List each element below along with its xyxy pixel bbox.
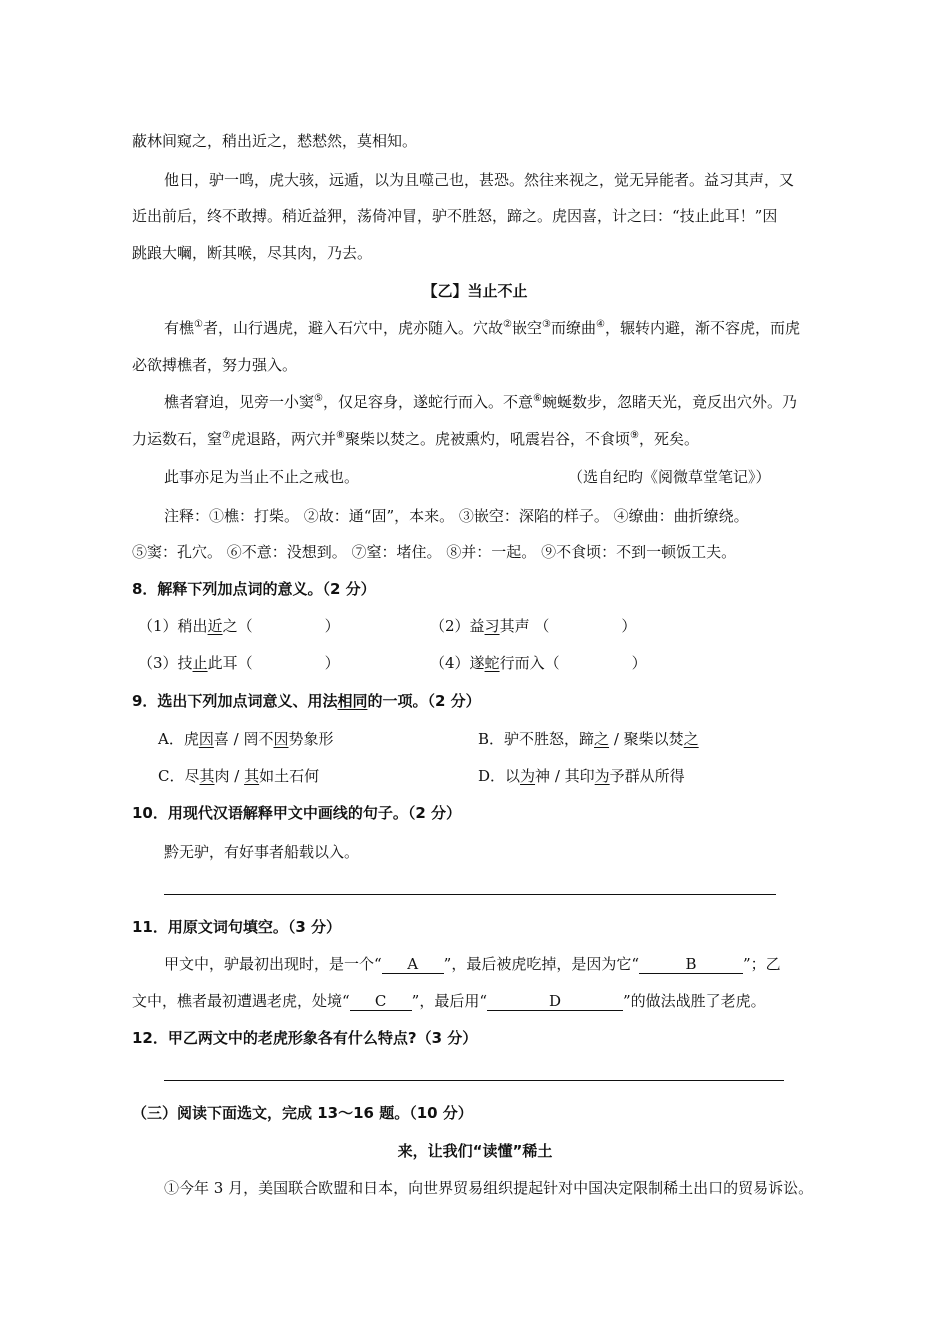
note-marker: ⑦ <box>222 430 231 441</box>
question-8-item-2: （2）益习其声 （ ） <box>430 617 637 635</box>
note-marker: ④ <box>595 319 605 330</box>
section-3-paragraph-1: ①今年 3 月，美国联合欧盟和日本，向世界贸易组织提起针对中国决定限制稀土出口的贸易诉讼。 <box>164 1179 814 1197</box>
section-3-title: 来，让我们“读懂”稀土 <box>397 1142 553 1160</box>
question-8-item-4: （4）遂蛇行而入（ ） <box>430 654 647 672</box>
question-9-option-d: D．以为神 / 其印为予群从所得 <box>478 767 685 785</box>
yi-paragraph-3: 此事亦足为当止不止之戒也。 <box>164 468 360 486</box>
yi-paragraph-1-line-1: 有樵①者，山行遇虎，避入石穴中，虎亦随入。穴故②嵌空③而缭曲④，辗转内避，渐不容虎，而虎 <box>164 319 800 337</box>
question-9-option-b: B．驴不胜怒，蹄之 / 聚柴以焚之 <box>478 730 699 748</box>
yi-source: （选自纪昀《阅微草堂笔记》） <box>568 468 771 486</box>
question-9-option-a: A．虎因喜 / 罔不因势象形 <box>158 730 334 748</box>
jia-paragraph-1-line-3: 跳踉大㘎，断其喉，尽其肉，乃去。 <box>132 244 373 262</box>
question-12-answer-line <box>164 1080 784 1081</box>
question-10-stem: 10．用现代汉语解释甲文中画线的句子。（2 分） <box>132 804 462 822</box>
jia-paragraph-0: 蔽林间窥之，稍出近之，慭慭然，莫相知。 <box>132 132 418 150</box>
question-10-sentence: 黔无驴，有好事者船载以入。 <box>164 843 360 861</box>
note-marker: ⑧ <box>336 430 345 441</box>
blank-d: D <box>487 992 623 1011</box>
question-10-answer-line <box>164 894 776 895</box>
question-12-stem: 12．甲乙两文中的老虎形象各有什么特点?（3 分） <box>132 1029 478 1047</box>
jia-paragraph-1-line-2: 近出前后，终不敢搏。稍近益狎，荡倚冲冒，驴不胜怒，蹄之。虎因喜，计之曰：“技止此耳！”因 <box>132 207 778 225</box>
notes-line-2: ⑤窦：孔穴。 ⑥不意：没想到。 ⑦窒：堵住。 ⑧并：一起。 ⑨不食顷：不到一顿饭工夫。 <box>132 543 737 561</box>
question-9-option-c: C．尽其肉 / 其如土石何 <box>158 767 320 785</box>
jia-paragraph-1-line-1: 他日，驴一鸣，虎大骇，远遁，以为且噬己也，甚恐。然往来视之，觉无异能者。益习其声，又 <box>164 171 795 189</box>
note-marker: ② <box>503 319 512 330</box>
blank-b: B <box>639 955 743 974</box>
yi-paragraph-2-line-2: 力运数石，窒⑦虎退路，两穴并⑧聚柴以焚之。虎被熏灼，吼震岩谷，不食顷⑨，死矣。 <box>132 430 699 448</box>
question-11-line-2: 文中，樵者最初遭遇老虎，处境“ C ”，最后用“ D ”的做法战胜了老虎。 <box>132 992 766 1010</box>
question-8-item-1: （1）稍出近之（ ） <box>138 617 340 635</box>
note-marker: ① <box>194 319 203 330</box>
section-3-heading: （三）阅读下面选文，完成 13～16 题。（10 分） <box>132 1104 473 1122</box>
notes-line-1: 注释：①樵：打柴。 ②故：通“固”，本来。 ③嵌空：深陷的样子。 ④缭曲：曲折缭绕。 <box>164 507 749 525</box>
blank-c: C <box>350 992 412 1011</box>
question-8-item-3: （3）技止此耳（ ） <box>138 654 340 672</box>
yi-paragraph-1-line-2: 必欲搏樵者，努力强入。 <box>132 356 298 374</box>
note-marker: ⑨ <box>629 430 639 441</box>
note-marker: ⑤ <box>314 393 323 404</box>
question-11-stem: 11．用原文词句填空。（3 分） <box>132 918 342 936</box>
yi-paragraph-2-line-1: 樵者窘迫，见旁一小窦⑤，仅足容身，遂蛇行而入。不意⑥蜿蜒数步，忽睹天光，竟反出穴外。乃 <box>164 393 797 411</box>
note-marker: ③ <box>541 319 551 330</box>
blank-a: A <box>382 955 444 974</box>
yi-title: 【乙】当止不止 <box>422 282 528 300</box>
question-8-stem: 8．解释下列加点词的意义。（2 分） <box>132 580 376 598</box>
question-9-stem: 9．选出下列加点词意义、用法相同的一项。（2 分） <box>132 692 481 710</box>
note-marker: ⑥ <box>533 393 542 404</box>
question-11-line-1: 甲文中，驴最初出现时，是一个“ A ”，最后被虎吃掉，是因为它“ B ”；乙 <box>164 955 781 973</box>
